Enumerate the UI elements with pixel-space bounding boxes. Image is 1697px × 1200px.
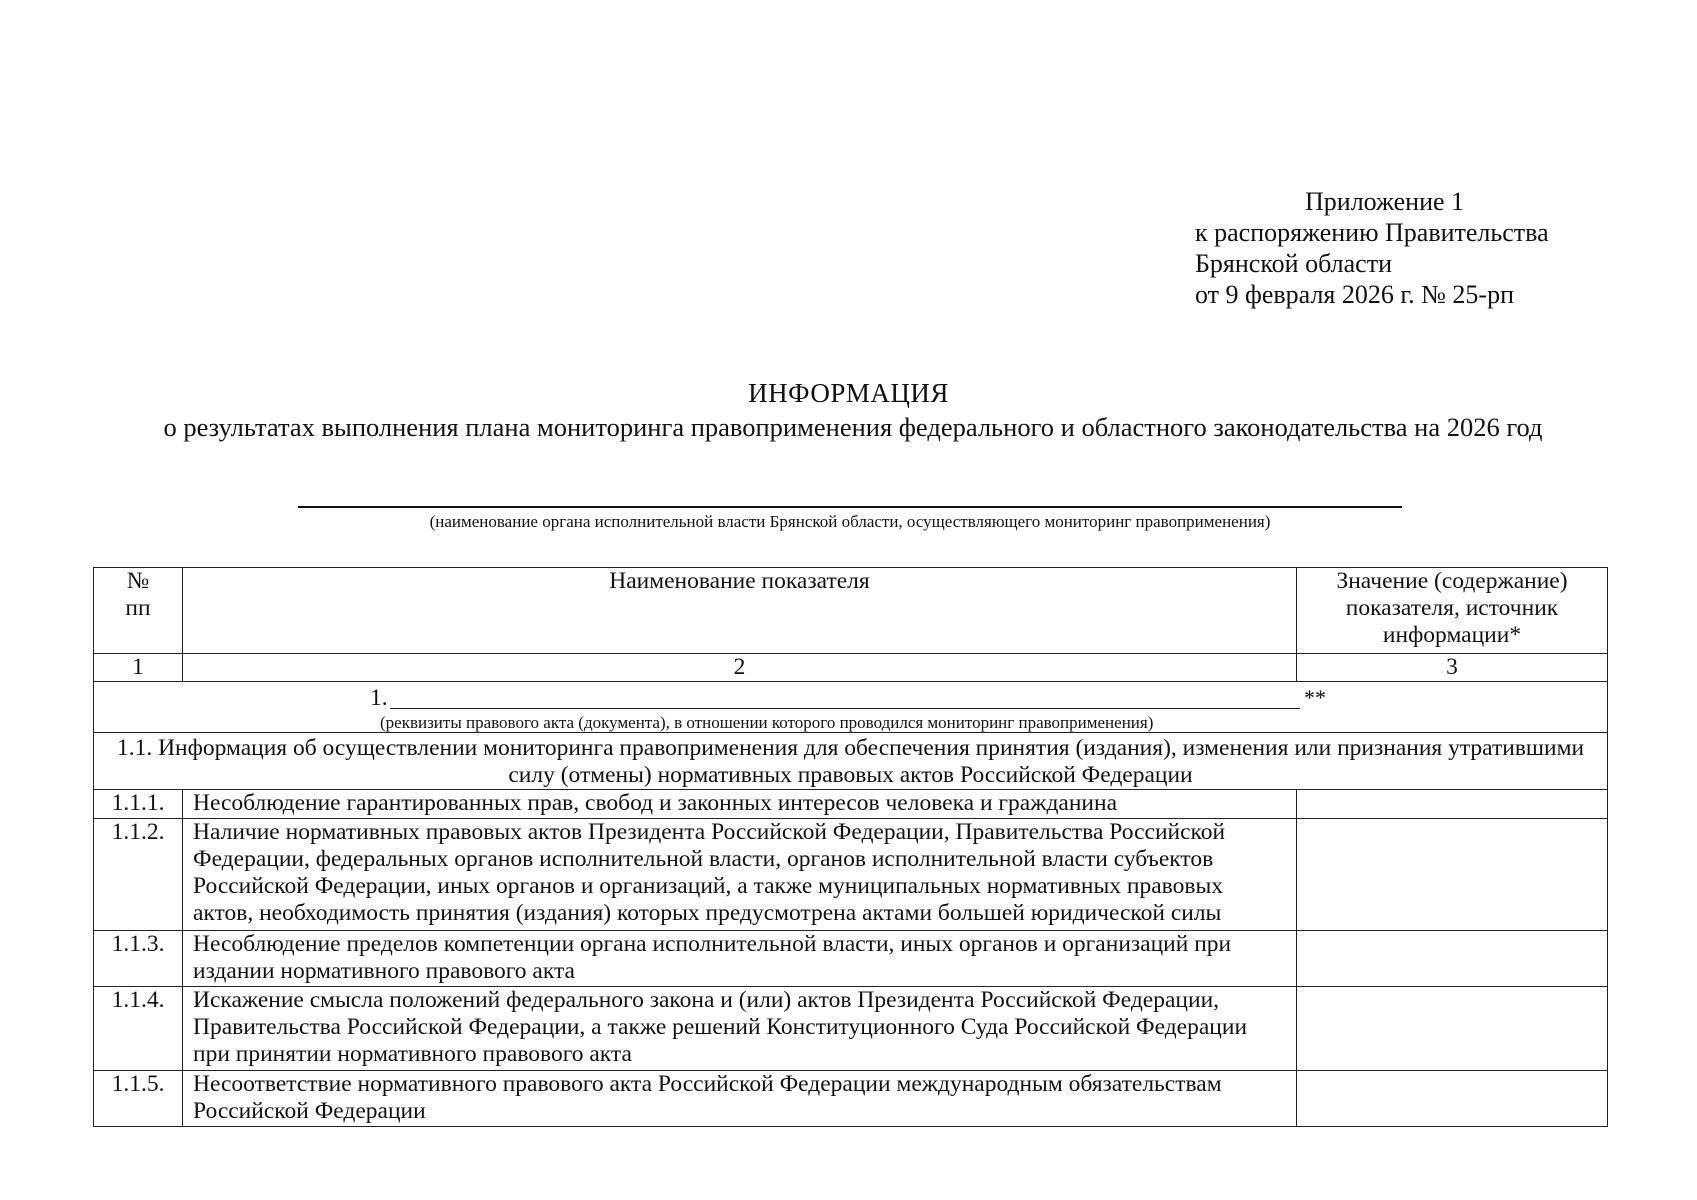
table-row bbox=[94, 790, 1608, 819]
column-numbers-row bbox=[94, 654, 1608, 682]
column-number-3: 3 bbox=[1297, 654, 1608, 682]
document-title: ИНФОРМАЦИЯ bbox=[748, 378, 949, 408]
row-indicator-name: Несоответствие нормативного правового акта Российской Федерации международным обязательствам Российской Федерации bbox=[183, 1071, 1297, 1127]
row-indicator-name: Несоблюдение гарантированных прав, свобод и законных интересов человека и гражданина bbox=[183, 790, 1297, 819]
section-heading: 1.1. Информация об осуществлении мониторинга правоприменения для обеспечения принятия (издания), изменения или признания утратившими силу (отмены) нормативных правовых актов Российской Федерации bbox=[94, 733, 1608, 790]
table-header-row bbox=[94, 568, 1608, 654]
table-row bbox=[94, 1071, 1608, 1127]
table-row bbox=[94, 987, 1608, 1071]
organization-blank-line bbox=[298, 506, 1402, 508]
row-number: 1.1.1. bbox=[94, 790, 183, 819]
row-indicator-name: Несоблюдение пределов компетенции органа исполнительной власти, иных органов и организаций при издании нормативного правового акта bbox=[183, 931, 1297, 987]
row-number: 1.1.2. bbox=[94, 819, 183, 931]
legal-act-blank-line bbox=[390, 708, 1300, 709]
row-number: 1.1.3. bbox=[94, 931, 183, 987]
row-indicator-name: Наличие нормативных правовых актов Президента Российской Федерации, Правительства Российской Федерации, федеральных органов исполнительной власти, органов исполнительной власти субъектов Российской Федерации, иных органов и организаций, а также муниципальных нормативных правовых актов, необходимость принятия (издания) которых предусмотрена актами большей юридической силы bbox=[183, 819, 1297, 931]
header-number: № пп bbox=[94, 568, 183, 654]
indicators-table bbox=[93, 567, 1608, 1127]
row-number: 1.1.5. bbox=[94, 1071, 183, 1127]
appendix-block bbox=[1195, 186, 1549, 310]
organization-caption: (наименование органа исполнительной власти Брянской области, осуществляющего мониторинг правоприменения) bbox=[429, 512, 1271, 531]
row-indicator-value[interactable] bbox=[1297, 987, 1608, 1071]
row-indicator-value[interactable] bbox=[1297, 931, 1608, 987]
row-indicator-value[interactable] bbox=[1297, 819, 1608, 931]
header-indicator-name: Наименование показателя bbox=[183, 568, 1297, 654]
table-row bbox=[94, 819, 1608, 931]
header-indicator-value: Значение (содержание) показателя, источник информации* bbox=[1297, 568, 1608, 654]
legal-act-caption: (реквизиты правового акта (документа), в отношении которого проводился мониторинг правоприменения) bbox=[380, 713, 1154, 732]
row-indicator-value[interactable] bbox=[1297, 790, 1608, 819]
appendix-number: Приложение 1 bbox=[1305, 187, 1465, 216]
legal-act-cell bbox=[94, 682, 1608, 733]
legal-act-footnote-mark: ** bbox=[1304, 685, 1326, 710]
column-number-1: 1 bbox=[94, 654, 183, 682]
legal-act-number: 1. bbox=[370, 685, 388, 711]
legal-act-row bbox=[94, 682, 1608, 733]
appendix-reference: к распоряжению Правительства bbox=[1195, 218, 1549, 247]
document-subtitle: о результатах выполнения плана мониторинга правоприменения федерального и областного законодательства на 2026 год bbox=[163, 412, 1543, 442]
row-indicator-name: Искажение смысла положений федерального закона и (или) актов Президента Российской Федерации, Правительства Российской Федерации, а также решений Конституционного Суда Российской Федерации при принятии нормативного правового акта bbox=[183, 987, 1297, 1071]
table-row bbox=[94, 931, 1608, 987]
row-number: 1.1.4. bbox=[94, 987, 183, 1071]
column-number-2: 2 bbox=[183, 654, 1297, 682]
appendix-region: Брянской области bbox=[1195, 249, 1392, 278]
row-indicator-value[interactable] bbox=[1297, 1071, 1608, 1127]
appendix-date-number: от 9 февраля 2026 г. № 25-рп bbox=[1195, 280, 1514, 309]
section-row bbox=[94, 733, 1608, 790]
